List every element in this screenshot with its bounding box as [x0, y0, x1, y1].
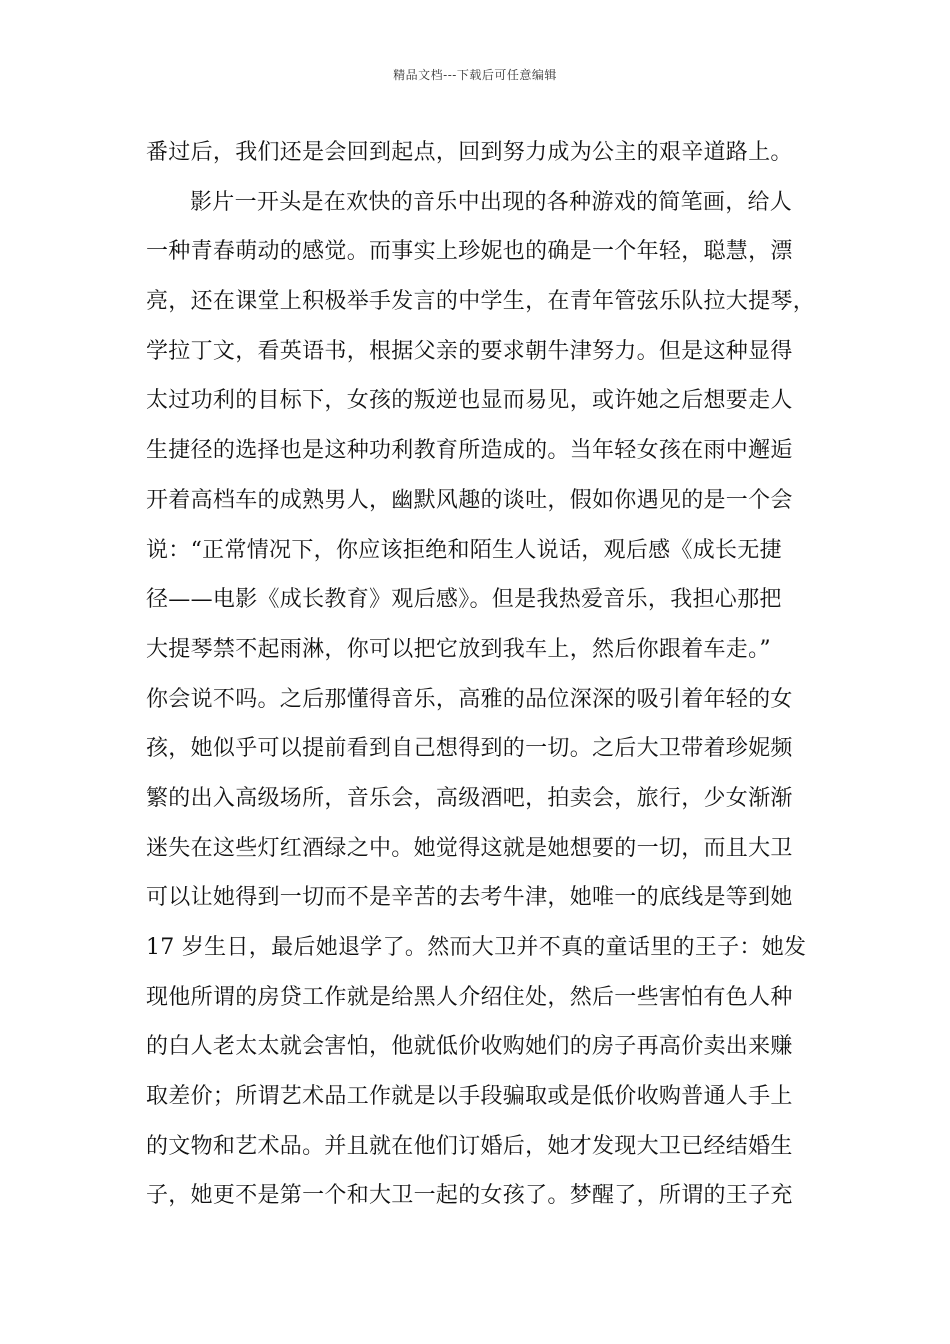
text-line: 迷失在这些灯红酒绿之中。她觉得这就是她想要的一切，而且大卫 — [146, 835, 793, 861]
text-line: 现他所谓的房贷工作就是给黑人介绍住处，然后一些害怕有色人种 — [146, 984, 793, 1010]
text-line: 太过功利的目标下，女孩的叛逆也显而易见，或许她之后想要走人 — [146, 388, 793, 414]
text-line: 开着高档车的成熟男人，幽默风趣的谈吐，假如你遇见的是一个会 — [146, 487, 793, 513]
text-line: 径——电影《成长教育》观后感》。但是我热爱音乐，我担心那把 — [146, 587, 782, 613]
text-line: 生捷径的选择也是这种功利教育所造成的。当年轻女孩在雨中邂逅 — [146, 438, 793, 464]
text-line: 说：“正常情况下，你应该拒绝和陌生人说话，观后感《成长无捷 — [146, 537, 782, 563]
text-line: 学拉丁文，看英语书，根据父亲的要求朝牛津努力。但是这种显得 — [146, 338, 793, 364]
text-line: 大提琴禁不起雨淋，你可以把它放到我车上，然后你跟着车走。” — [146, 636, 771, 662]
page-header: 精品文档---下载后可任意编辑 — [393, 68, 557, 82]
text-line: 繁的出入高级场所，音乐会，高级酒吧，拍卖会，旅行，少女渐渐 — [146, 785, 793, 811]
text-line: 孩，她似乎可以提前看到自己想得到的一切。之后大卫带着珍妮频 — [146, 736, 793, 762]
text-line: 可以让她得到一切而不是辛苦的去考牛津，她唯一的底线是等到她 — [146, 885, 793, 911]
text-line: 子，她更不是第一个和大卫一起的女孩了。梦醒了，所谓的王子充 — [146, 1183, 793, 1209]
text-line: 你会说不吗。之后那懂得音乐，高雅的品位深深的吸引着年轻的女 — [146, 686, 793, 712]
text-line: 一种青春萌动的感觉。而事实上珍妮也的确是一个年轻，聪慧，漂 — [146, 239, 793, 265]
text-line: 的白人老太太就会害怕，他就低价收购她们的房子再高价卖出来赚 — [146, 1034, 793, 1060]
text-line: 17 岁生日，最后她退学了。然而大卫并不真的童话里的王子：她发 — [146, 935, 807, 960]
body-text — [146, 128, 816, 1221]
text-line: 影片一开头是在欢快的音乐中出现的各种游戏的简笔画，给人 — [190, 189, 793, 215]
text-line: 番过后，我们还是会回到起点，回到努力成为公主的艰辛道路上。 — [146, 140, 793, 165]
text-line: 的文物和艺术品。并且就在他们订婚后，她才发现大卫已经结婚生 — [146, 1133, 793, 1159]
text-line: 取差价；所谓艺术品工作就是以手段骗取或是低价收购普通人手上 — [146, 1084, 793, 1110]
text-line: 亮，还在课堂上积极举手发言的中学生，在青年管弦乐队拉大提琴， — [146, 289, 816, 315]
